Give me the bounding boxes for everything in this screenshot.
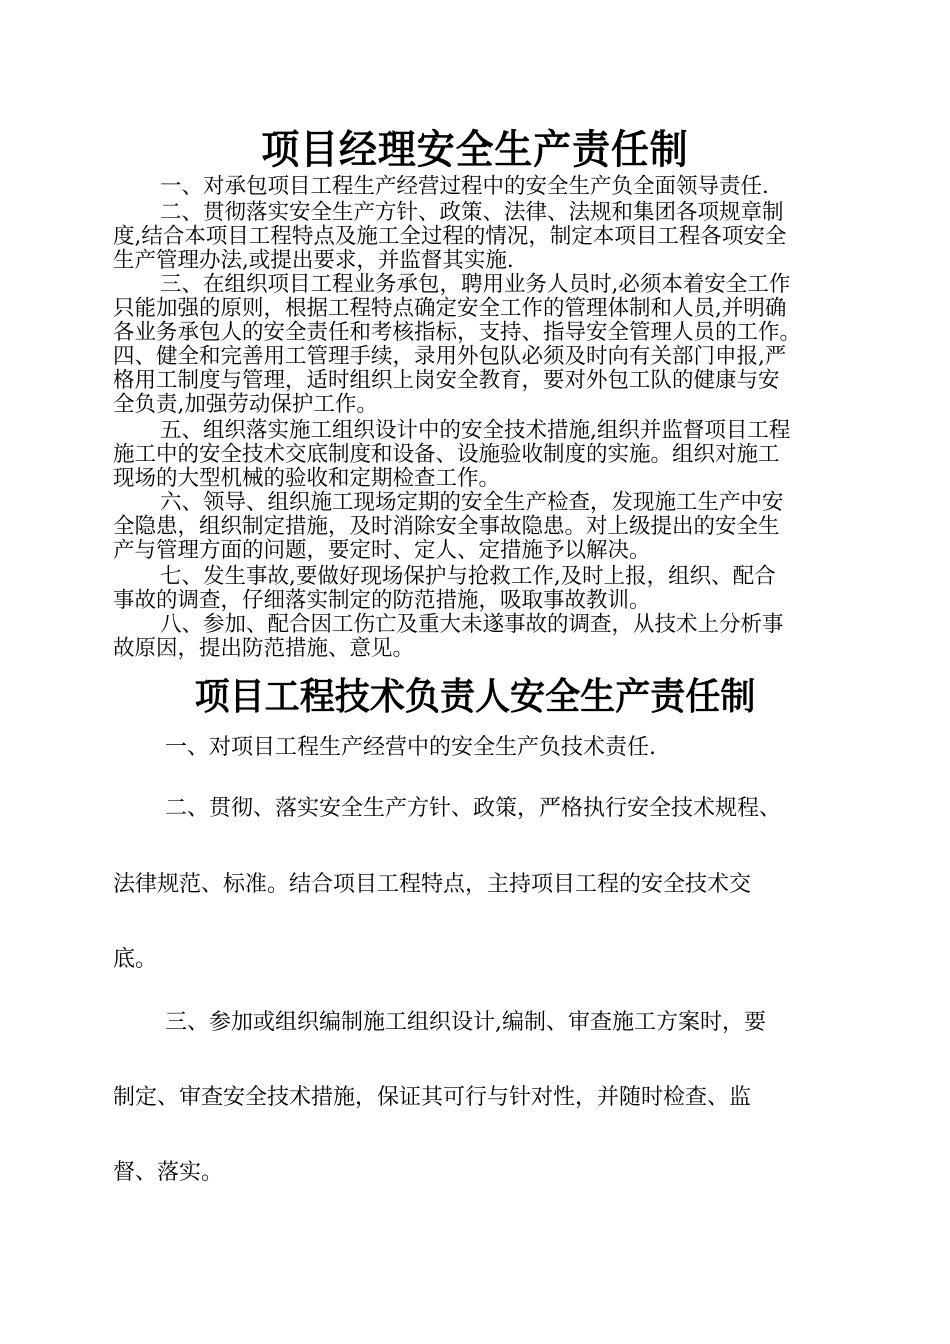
paragraph-line: 六、领导、组织施工现场定期的安全生产检查，发现施工生产中安 bbox=[160, 490, 784, 515]
paragraph-line: 全负责,加强劳动保护工作。 bbox=[113, 392, 378, 417]
paragraph-line: 二、贯彻、落实安全生产方针、政策，严格执行安全技术规程、 bbox=[165, 796, 782, 821]
paragraph-line: 故原因，提出防范措施、意见。 bbox=[113, 636, 415, 661]
paragraph-line: 法律规范、标准。结合项目工程特点，主持项目工程的安全技术交 bbox=[113, 872, 752, 897]
paragraph-line: 五、组织落实施工组织设计中的安全技术措施,组织并监督项目工程 bbox=[160, 418, 791, 443]
paragraph-line: 督、落实。 bbox=[113, 1160, 224, 1185]
paragraph-line: 事故的调查，仔细落实制定的防范措施，吸取事故教训。 bbox=[113, 588, 651, 613]
section-title-technical-lead: 项目工程技术负责人安全生产责任制 bbox=[194, 675, 756, 718]
paragraph-line: 四、健全和完善用工管理手续，录用外包队必须及时向有关部门申报,严 bbox=[113, 344, 787, 369]
paragraph-line: 三、参加或组织编制施工组织设计,编制、审查施工方案时，要 bbox=[165, 1010, 766, 1035]
paragraph-line: 各业务承包人的安全责任和考核指标，支持、指导安全管理人员的工作。 bbox=[113, 320, 802, 345]
paragraph-line: 度,结合本项目工程特点及施工全过程的情况，制定本项目工程各项安全 bbox=[113, 224, 787, 249]
paragraph-line: 全隐患，组织制定措施，及时消除安全事故隐患。对上级提出的安全生 bbox=[113, 514, 780, 539]
paragraph-line: 只能加强的原则，根据工程特点确定安全工作的管理体制和人员,并明确 bbox=[113, 296, 787, 321]
paragraph-line: 产与管理方面的问题，要定时、定人、定措施予以解决。 bbox=[113, 538, 651, 563]
paragraph-line: 三、在组织项目工程业务承包，聘用业务人员时,必须本着安全工作 bbox=[160, 272, 791, 297]
paragraph-line: 格用工制度与管理，适时组织上岗安全教育，要对外包工队的健康与安 bbox=[113, 368, 780, 393]
section-title-project-manager: 项目经理安全生产责任制 bbox=[261, 127, 689, 173]
paragraph-line: 现场的大型机械的验收和定期检查工作。 bbox=[113, 466, 501, 491]
paragraph-line: 一、对项目工程生产经营中的安全生产负技术责任. bbox=[165, 735, 656, 760]
paragraph-line: 制定、审查安全技术措施，保证其可行与针对性，并随时检查、监 bbox=[113, 1085, 752, 1110]
paragraph-line: 一、对承包项目工程生产经营过程中的安全生产负全面领导责任. bbox=[160, 174, 769, 199]
paragraph-line: 底。 bbox=[113, 947, 158, 972]
paragraph-line: 七、发生事故,要做好现场保护与抢救工作,及时上报，组织、配合 bbox=[160, 564, 776, 589]
paragraph-line: 二、贯彻落实安全生产方针、政策、法律、法规和集团各项规章制 bbox=[160, 200, 784, 225]
paragraph-line: 施工中的安全技术交底制度和设备、设施验收制度的实施。组织对施工 bbox=[113, 442, 780, 467]
paragraph-line: 生产管理办法,或提出要求，并监督其实施. bbox=[113, 248, 514, 273]
paragraph-line: 八、参加、配合因工伤亡及重大未遂事故的调查，从技术上分析事 bbox=[160, 612, 784, 637]
